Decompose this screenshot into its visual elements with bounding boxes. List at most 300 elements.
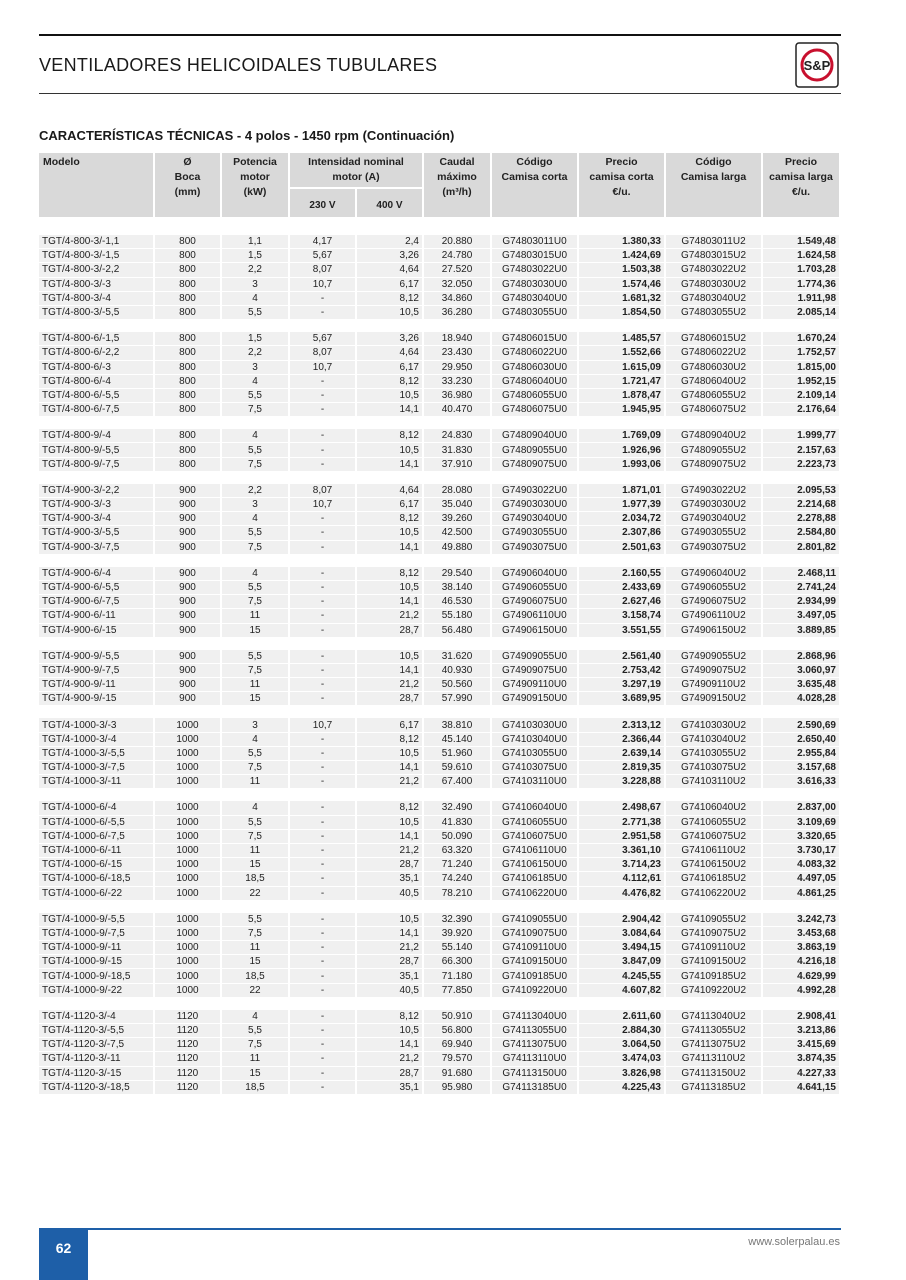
cell-precio-corta: 1.552,66 — [579, 346, 666, 360]
table-row — [39, 955, 841, 969]
table-row — [39, 984, 841, 998]
table-row — [39, 541, 841, 555]
cell-precio-larga: 2.934,99 — [763, 595, 841, 609]
table-row — [39, 443, 841, 457]
cell-precio-corta: 1.926,96 — [579, 443, 666, 457]
cell-potencia: 4 — [222, 1010, 290, 1024]
cell-400v: 14,1 — [357, 830, 424, 844]
cell-boca: 1000 — [155, 747, 222, 761]
cell-modelo: TGT/4-800-3/-5,5 — [39, 306, 155, 320]
table-row — [39, 332, 841, 346]
cell-potencia: 5,5 — [222, 747, 290, 761]
cell-boca: 1000 — [155, 733, 222, 747]
cell-caudal: 27.520 — [424, 263, 492, 277]
cell-caudal: 36.980 — [424, 389, 492, 403]
cell-boca: 1000 — [155, 927, 222, 941]
cell-230v: - — [290, 1052, 357, 1066]
cell-400v: 14,1 — [357, 927, 424, 941]
cell-precio-corta: 1.380,33 — [579, 235, 666, 249]
cell-potencia: 18,5 — [222, 1081, 290, 1095]
table-row — [39, 249, 841, 263]
website-link[interactable]: www.solerpalau.es — [748, 1236, 840, 1248]
table-row — [39, 858, 841, 872]
cell-230v: 8,07 — [290, 263, 357, 277]
cell-precio-larga: 1.670,24 — [763, 332, 841, 346]
cell-potencia: 4 — [222, 292, 290, 306]
cell-precio-larga: 2.109,14 — [763, 389, 841, 403]
cell-caudal: 31.620 — [424, 650, 492, 664]
cell-codigo-corta: G74803030U0 — [492, 278, 579, 292]
cell-precio-corta: 3.228,88 — [579, 775, 666, 789]
table-row — [39, 595, 841, 609]
cell-precio-larga: 1.952,15 — [763, 375, 841, 389]
header-230v: 230 V — [290, 187, 357, 217]
cell-caudal: 37.910 — [424, 458, 492, 472]
cell-boca: 1120 — [155, 1081, 222, 1095]
cell-modelo: TGT/4-1120-3/-18,5 — [39, 1081, 155, 1095]
cell-precio-corta: 4.225,43 — [579, 1081, 666, 1095]
cell-modelo: TGT/4-900-3/-2,2 — [39, 484, 155, 498]
cell-400v: 21,2 — [357, 1052, 424, 1066]
cell-codigo-larga: G74803015U2 — [666, 249, 763, 263]
cell-potencia: 3 — [222, 498, 290, 512]
cell-400v: 10,5 — [357, 306, 424, 320]
cell-precio-corta: 3.158,74 — [579, 609, 666, 623]
cell-400v: 40,5 — [357, 887, 424, 901]
cell-modelo: TGT/4-1000-6/-22 — [39, 887, 155, 901]
cell-caudal: 95.980 — [424, 1081, 492, 1095]
cell-230v: - — [290, 927, 357, 941]
cell-caudal: 38.140 — [424, 581, 492, 595]
group-spacer — [39, 998, 841, 1010]
cell-precio-larga: 4.227,33 — [763, 1067, 841, 1081]
cell-precio-larga: 1.703,28 — [763, 263, 841, 277]
cell-codigo-corta: G74109150U0 — [492, 955, 579, 969]
table-row — [39, 278, 841, 292]
cell-230v: 10,7 — [290, 718, 357, 732]
group-spacer — [39, 320, 841, 332]
cell-modelo: TGT/4-900-3/-3 — [39, 498, 155, 512]
cell-230v: - — [290, 816, 357, 830]
table-row — [39, 887, 841, 901]
cell-codigo-larga: G74906150U2 — [666, 624, 763, 638]
table-row — [39, 1067, 841, 1081]
cell-codigo-corta: G74106075U0 — [492, 830, 579, 844]
cell-400v: 35,1 — [357, 1081, 424, 1095]
cell-precio-larga: 3.497,05 — [763, 609, 841, 623]
cell-potencia: 11 — [222, 678, 290, 692]
cell-400v: 8,12 — [357, 1010, 424, 1024]
cell-potencia: 7,5 — [222, 830, 290, 844]
cell-potencia: 3 — [222, 361, 290, 375]
cell-caudal: 32.490 — [424, 801, 492, 815]
cell-modelo: TGT/4-900-9/-11 — [39, 678, 155, 692]
cell-modelo: TGT/4-800-6/-2,2 — [39, 346, 155, 360]
cell-codigo-larga: G74113040U2 — [666, 1010, 763, 1024]
cell-400v: 28,7 — [357, 955, 424, 969]
cell-codigo-corta: G74113055U0 — [492, 1024, 579, 1038]
cell-codigo-larga: G74103055U2 — [666, 747, 763, 761]
cell-400v: 28,7 — [357, 1067, 424, 1081]
cell-400v: 21,2 — [357, 941, 424, 955]
cell-boca: 800 — [155, 278, 222, 292]
cell-codigo-larga: G74803022U2 — [666, 263, 763, 277]
cell-precio-larga: 3.242,73 — [763, 913, 841, 927]
cell-precio-corta: 4.112,61 — [579, 872, 666, 886]
cell-modelo: TGT/4-1000-6/-5,5 — [39, 816, 155, 830]
cell-codigo-corta: G74806040U0 — [492, 375, 579, 389]
cell-codigo-corta: G74106150U0 — [492, 858, 579, 872]
cell-modelo: TGT/4-1000-6/-4 — [39, 801, 155, 815]
table-row — [39, 969, 841, 983]
table-row — [39, 650, 841, 664]
cell-modelo: TGT/4-800-6/-4 — [39, 375, 155, 389]
cell-potencia: 2,2 — [222, 484, 290, 498]
cell-boca: 1000 — [155, 816, 222, 830]
cell-boca: 1120 — [155, 1038, 222, 1052]
cell-modelo: TGT/4-1000-3/-7,5 — [39, 761, 155, 775]
cell-potencia: 18,5 — [222, 872, 290, 886]
cell-modelo: TGT/4-900-3/-5,5 — [39, 526, 155, 540]
cell-caudal: 63.320 — [424, 844, 492, 858]
cell-potencia: 5,5 — [222, 443, 290, 457]
cell-precio-larga: 2.868,96 — [763, 650, 841, 664]
cell-codigo-corta: G74903022U0 — [492, 484, 579, 498]
cell-modelo: TGT/4-1000-3/-11 — [39, 775, 155, 789]
cell-precio-larga: 1.999,77 — [763, 429, 841, 443]
cell-caudal: 55.180 — [424, 609, 492, 623]
cell-potencia: 4 — [222, 512, 290, 526]
cell-400v: 3,26 — [357, 332, 424, 346]
cell-codigo-larga: G74106040U2 — [666, 801, 763, 815]
cell-400v: 28,7 — [357, 692, 424, 706]
cell-caudal: 24.830 — [424, 429, 492, 443]
header-potencia: Potencia motor (kW) — [222, 153, 290, 217]
cell-potencia: 15 — [222, 858, 290, 872]
cell-precio-corta: 1.769,09 — [579, 429, 666, 443]
cell-400v: 6,17 — [357, 278, 424, 292]
cell-400v: 10,5 — [357, 913, 424, 927]
cell-codigo-corta: G74906110U0 — [492, 609, 579, 623]
cell-precio-corta: 1.854,50 — [579, 306, 666, 320]
cell-precio-larga: 3.415,69 — [763, 1038, 841, 1052]
cell-codigo-corta: G74103055U0 — [492, 747, 579, 761]
cell-400v: 40,5 — [357, 984, 424, 998]
cell-precio-larga: 3.213,86 — [763, 1024, 841, 1038]
cell-precio-larga: 1.815,00 — [763, 361, 841, 375]
group-spacer — [39, 706, 841, 718]
cell-codigo-corta: G74803015U0 — [492, 249, 579, 263]
table-row — [39, 927, 841, 941]
cell-codigo-larga: G74806040U2 — [666, 375, 763, 389]
cell-boca: 800 — [155, 403, 222, 417]
cell-230v: - — [290, 1081, 357, 1095]
cell-modelo: TGT/4-800-9/-5,5 — [39, 443, 155, 457]
cell-precio-larga: 2.590,69 — [763, 718, 841, 732]
cell-caudal: 36.280 — [424, 306, 492, 320]
cell-codigo-larga: G74103110U2 — [666, 775, 763, 789]
cell-potencia: 11 — [222, 609, 290, 623]
cell-boca: 900 — [155, 692, 222, 706]
table-row — [39, 263, 841, 277]
cell-codigo-corta: G74113075U0 — [492, 1038, 579, 1052]
cell-precio-corta: 1.424,69 — [579, 249, 666, 263]
cell-precio-corta: 1.615,09 — [579, 361, 666, 375]
cell-codigo-larga: G74106220U2 — [666, 887, 763, 901]
cell-230v: - — [290, 830, 357, 844]
cell-230v: 10,7 — [290, 498, 357, 512]
cell-codigo-corta: G74113110U0 — [492, 1052, 579, 1066]
cell-400v: 28,7 — [357, 858, 424, 872]
cell-precio-corta: 3.551,55 — [579, 624, 666, 638]
group-spacer — [39, 789, 841, 801]
cell-modelo: TGT/4-1000-9/-11 — [39, 941, 155, 955]
cell-potencia: 5,5 — [222, 650, 290, 664]
table-row — [39, 1010, 841, 1024]
cell-boca: 800 — [155, 235, 222, 249]
cell-potencia: 1,1 — [222, 235, 290, 249]
cell-precio-larga: 2.650,40 — [763, 733, 841, 747]
cell-400v: 10,5 — [357, 650, 424, 664]
cell-potencia: 11 — [222, 1052, 290, 1066]
cell-230v: - — [290, 913, 357, 927]
cell-precio-corta: 4.476,82 — [579, 887, 666, 901]
cell-230v: - — [290, 801, 357, 815]
cell-potencia: 3 — [222, 718, 290, 732]
cell-precio-larga: 1.911,98 — [763, 292, 841, 306]
cell-codigo-larga: G74909075U2 — [666, 664, 763, 678]
cell-modelo: TGT/4-800-6/-3 — [39, 361, 155, 375]
table-row — [39, 609, 841, 623]
cell-400v: 8,12 — [357, 429, 424, 443]
cell-precio-corta: 2.034,72 — [579, 512, 666, 526]
cell-boca: 1000 — [155, 718, 222, 732]
cell-precio-corta: 2.771,38 — [579, 816, 666, 830]
cell-codigo-corta: G74806075U0 — [492, 403, 579, 417]
cell-codigo-larga: G74103075U2 — [666, 761, 763, 775]
cell-potencia: 11 — [222, 844, 290, 858]
cell-precio-larga: 3.109,69 — [763, 816, 841, 830]
cell-potencia: 7,5 — [222, 1038, 290, 1052]
cell-potencia: 7,5 — [222, 541, 290, 555]
cell-modelo: TGT/4-900-6/-11 — [39, 609, 155, 623]
table-row — [39, 816, 841, 830]
cell-codigo-corta: G74113185U0 — [492, 1081, 579, 1095]
cell-caudal: 39.260 — [424, 512, 492, 526]
cell-boca: 900 — [155, 581, 222, 595]
cell-codigo-corta: G74806030U0 — [492, 361, 579, 375]
cell-codigo-corta: G74803022U0 — [492, 263, 579, 277]
cell-potencia: 7,5 — [222, 664, 290, 678]
cell-codigo-larga: G74806015U2 — [666, 332, 763, 346]
cell-caudal: 24.780 — [424, 249, 492, 263]
cell-precio-corta: 1.871,01 — [579, 484, 666, 498]
cell-230v: - — [290, 664, 357, 678]
cell-caudal: 40.930 — [424, 664, 492, 678]
cell-precio-corta: 3.084,64 — [579, 927, 666, 941]
cell-boca: 900 — [155, 664, 222, 678]
cell-boca: 1000 — [155, 830, 222, 844]
cell-boca: 900 — [155, 526, 222, 540]
cell-codigo-corta: G74903040U0 — [492, 512, 579, 526]
table-row — [39, 941, 841, 955]
cell-modelo: TGT/4-900-9/-5,5 — [39, 650, 155, 664]
cell-boca: 1120 — [155, 1067, 222, 1081]
table-row — [39, 718, 841, 732]
cell-codigo-larga: G74803011U2 — [666, 235, 763, 249]
cell-codigo-larga: G74103030U2 — [666, 718, 763, 732]
cell-modelo: TGT/4-800-3/-1,5 — [39, 249, 155, 263]
cell-400v: 35,1 — [357, 872, 424, 886]
cell-potencia: 5,5 — [222, 389, 290, 403]
cell-caudal: 50.560 — [424, 678, 492, 692]
cell-400v: 8,12 — [357, 567, 424, 581]
cell-codigo-corta: G74803040U0 — [492, 292, 579, 306]
cell-codigo-larga: G74106055U2 — [666, 816, 763, 830]
cell-boca: 800 — [155, 263, 222, 277]
cell-400v: 10,5 — [357, 1024, 424, 1038]
cell-caudal: 57.990 — [424, 692, 492, 706]
group-spacer — [39, 555, 841, 567]
cell-potencia: 5,5 — [222, 1024, 290, 1038]
cell-modelo: TGT/4-900-6/-4 — [39, 567, 155, 581]
cell-precio-larga: 4.216,18 — [763, 955, 841, 969]
cell-precio-larga: 1.774,36 — [763, 278, 841, 292]
cell-boca: 1000 — [155, 984, 222, 998]
cell-codigo-corta: G74803055U0 — [492, 306, 579, 320]
cell-caudal: 77.850 — [424, 984, 492, 998]
cell-230v: - — [290, 1038, 357, 1052]
cell-codigo-larga: G74113150U2 — [666, 1067, 763, 1081]
cell-400v: 10,5 — [357, 443, 424, 457]
cell-codigo-corta: G74806022U0 — [492, 346, 579, 360]
cell-potencia: 15 — [222, 955, 290, 969]
cell-codigo-corta: G74106055U0 — [492, 816, 579, 830]
section-title: CARACTERÍSTICAS TÉCNICAS - 4 polos - 1450 rpm (Continuación) — [39, 128, 455, 143]
cell-230v: - — [290, 624, 357, 638]
table-row — [39, 429, 841, 443]
cell-caudal: 56.480 — [424, 624, 492, 638]
cell-caudal: 74.240 — [424, 872, 492, 886]
cell-caudal: 23.430 — [424, 346, 492, 360]
cell-potencia: 7,5 — [222, 458, 290, 472]
table-row — [39, 498, 841, 512]
cell-modelo: TGT/4-1000-9/-15 — [39, 955, 155, 969]
cell-400v: 8,12 — [357, 292, 424, 306]
cell-potencia: 15 — [222, 624, 290, 638]
cell-precio-larga: 2.955,84 — [763, 747, 841, 761]
cell-precio-larga: 2.584,80 — [763, 526, 841, 540]
cell-precio-larga: 4.497,05 — [763, 872, 841, 886]
cell-boca: 900 — [155, 567, 222, 581]
table-row — [39, 361, 841, 375]
cell-boca: 800 — [155, 375, 222, 389]
table-row — [39, 761, 841, 775]
header-precio-corta: Precio camisa corta €/u. — [579, 153, 666, 217]
cell-boca: 1000 — [155, 844, 222, 858]
cell-codigo-larga: G74903022U2 — [666, 484, 763, 498]
cell-400v: 10,5 — [357, 581, 424, 595]
cell-codigo-corta: G74106220U0 — [492, 887, 579, 901]
cell-boca: 1000 — [155, 858, 222, 872]
cell-precio-corta: 2.160,55 — [579, 567, 666, 581]
table-row — [39, 292, 841, 306]
cell-230v: - — [290, 941, 357, 955]
table-row — [39, 1024, 841, 1038]
cell-400v: 8,12 — [357, 733, 424, 747]
cell-230v: - — [290, 1024, 357, 1038]
cell-caudal: 42.500 — [424, 526, 492, 540]
cell-400v: 6,17 — [357, 718, 424, 732]
cell-precio-larga: 4.861,25 — [763, 887, 841, 901]
cell-potencia: 5,5 — [222, 816, 290, 830]
header-codigo-corta: Código Camisa corta — [492, 153, 579, 217]
cell-potencia: 5,5 — [222, 526, 290, 540]
cell-modelo: TGT/4-1000-9/-18,5 — [39, 969, 155, 983]
cell-230v: - — [290, 512, 357, 526]
cell-codigo-larga: G74809055U2 — [666, 443, 763, 457]
cell-caudal: 28.080 — [424, 484, 492, 498]
cell-caudal: 35.040 — [424, 498, 492, 512]
table-row — [39, 913, 841, 927]
cell-400v: 10,5 — [357, 389, 424, 403]
cell-caudal: 39.920 — [424, 927, 492, 941]
cell-230v: - — [290, 389, 357, 403]
cell-codigo-larga: G74903040U2 — [666, 512, 763, 526]
cell-caudal: 49.880 — [424, 541, 492, 555]
cell-precio-larga: 2.741,24 — [763, 581, 841, 595]
cell-400v: 8,12 — [357, 512, 424, 526]
cell-precio-corta: 3.847,09 — [579, 955, 666, 969]
cell-precio-corta: 2.433,69 — [579, 581, 666, 595]
sp-logo — [795, 42, 839, 88]
cell-precio-larga: 3.060,97 — [763, 664, 841, 678]
cell-codigo-larga: G74806075U2 — [666, 403, 763, 417]
cell-codigo-corta: G74809040U0 — [492, 429, 579, 443]
cell-230v: - — [290, 969, 357, 983]
header-codigo-larga: Código Camisa larga — [666, 153, 763, 217]
cell-codigo-corta: G74803011U0 — [492, 235, 579, 249]
cell-modelo: TGT/4-900-6/-7,5 — [39, 595, 155, 609]
cell-modelo: TGT/4-1000-6/-18,5 — [39, 872, 155, 886]
cell-codigo-larga: G74909110U2 — [666, 678, 763, 692]
cell-boca: 1000 — [155, 955, 222, 969]
cell-codigo-larga: G74809075U2 — [666, 458, 763, 472]
cell-precio-larga: 2.223,73 — [763, 458, 841, 472]
cell-precio-corta: 2.313,12 — [579, 718, 666, 732]
cell-precio-larga: 2.908,41 — [763, 1010, 841, 1024]
cell-modelo: TGT/4-800-3/-4 — [39, 292, 155, 306]
cell-caudal: 29.950 — [424, 361, 492, 375]
cell-modelo: TGT/4-1120-3/-4 — [39, 1010, 155, 1024]
cell-modelo: TGT/4-1000-9/-22 — [39, 984, 155, 998]
cell-precio-corta: 2.904,42 — [579, 913, 666, 927]
group-spacer — [39, 638, 841, 650]
cell-codigo-corta: G74106185U0 — [492, 872, 579, 886]
cell-potencia: 2,2 — [222, 346, 290, 360]
cell-codigo-larga: G74109055U2 — [666, 913, 763, 927]
cell-potencia: 22 — [222, 984, 290, 998]
header-caudal: Caudal máximo (m³/h) — [424, 153, 492, 217]
cell-codigo-corta: G74113040U0 — [492, 1010, 579, 1024]
cell-potencia: 4 — [222, 567, 290, 581]
cell-codigo-corta: G74103040U0 — [492, 733, 579, 747]
cell-230v: - — [290, 541, 357, 555]
cell-400v: 14,1 — [357, 595, 424, 609]
cell-precio-larga: 4.028,28 — [763, 692, 841, 706]
cell-230v: 8,07 — [290, 346, 357, 360]
cell-modelo: TGT/4-1120-3/-7,5 — [39, 1038, 155, 1052]
